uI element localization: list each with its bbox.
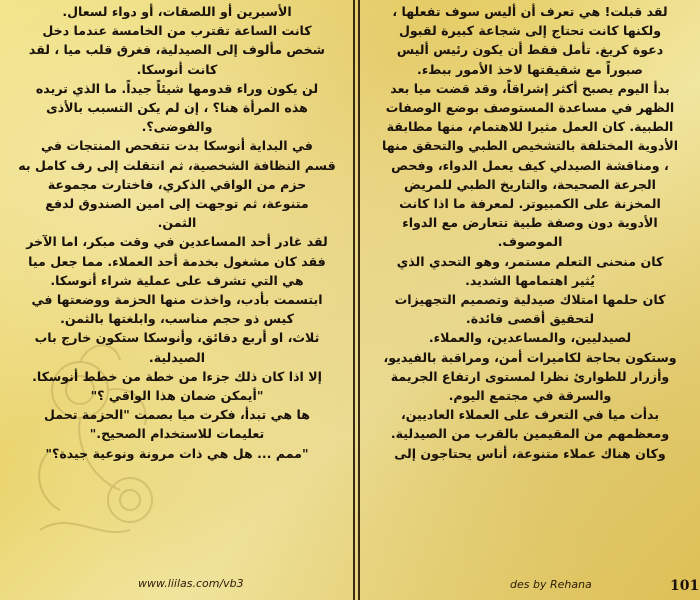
text-line: بدأ اليوم يصبح أكثر إشراقاً، وقد قضت ميا بعد [390,80,670,96]
text-line: شخص مألوف إلى الصيدلية، فغرق قلب ميا ، لقد [28,42,326,58]
text-line: "ممم ... هل هي ذات مرونة ونوعية جيدة؟" [45,445,309,461]
text-line: يُثير اهتمامها الشديد. [465,272,595,288]
text-line: الأسبرين أو اللصقات، أو دواء لسعال. [62,4,292,19]
text-line: ثلاث، او أربع دقائق، وأنوسكا ستكون خارج باب [34,330,320,346]
text-line: لقد قبلت! هي تعرف أن أليس سوف تفعلها ، [392,4,668,19]
text-line: فقد كان مشغول بخدمة أحد العملاء. مما جعل ميا [28,253,326,269]
text-line: الطبية. كان العمل مثيرا للاهتمام، منها مطابقة [386,119,674,135]
text-line: حزم من الواقي الذكري، فاختارت مجموعة [47,176,307,192]
text-line: ، ومناقشة الصيدلي كيف يعمل الدواء، وفحص [391,157,669,173]
text-line: الأدوية دون وصفة طبية تتعارض مع الدواء [402,215,658,231]
text-line: في البداية أنوسكا بدت تتفحص المنتجات في [41,138,313,154]
text-line: كيس ذو حجم مناسب، وابلغتها بالثمن. [60,311,294,327]
text-line: صبوراً مع شقيقتها لاخذ الأمور ببطء. [417,61,643,77]
text-line: وكان هناك عملاء متنوعة، أناس يحتاجون إلى [394,445,666,461]
text-line: لصيدليين، والمساعدين، والعملاء. [428,330,632,346]
text-line: لتحقيق أقصى فائدة. [465,311,595,327]
text-line: لقد غادر أحد المساعدين في وقت مبكر، اما الآخر [26,234,328,250]
text-line: قسم النظافة الشخصية، ثم انتقلت إلى رف كامل به [18,157,336,173]
text-line: الظهر في مساعدة المستوصف بوضع الوصفات [385,100,675,116]
text-line: والفوضى؟. [141,119,213,135]
right-text-column [363,2,697,463]
text-line: ها هي تبدأ، فكرت ميا بصمت "الحزمة تحمل [44,407,310,423]
text-line: الموصوف. [497,234,563,250]
text-line: لن يكون وراء قدومها شيئاً جيداً. ما الذي تريده [35,80,319,96]
text-line: والسرقة في مجتمع اليوم. [448,388,612,404]
text-line: بدأت ميا في التعرف على العملاء العاديين، [400,407,660,423]
text-line: ولكنها كانت تحتاج إلى شجاعة كبيرة لقبول [398,23,662,39]
text-line: كان حلمها امتلاك صيدلية وتصميم التجهيزات [394,292,666,308]
text-line: "أيمكن ضمان هذا الواقي ؟" [90,388,264,404]
text-line: الأدوية المختلفة بالتشخيص الطبي والتحقق منها [381,138,679,154]
column-divider [353,0,360,600]
text-line: وستكون بحاجة لكاميرات أمن، ومراقبة بالفيديو، [383,349,677,365]
text-line: إلا اذا كان ذلك جزءا من خطة من خطط أنوسكا. [32,368,322,384]
text-line: المخزنة على الكمبيوتر. لمعرفة ما اذا كانت [399,196,661,212]
page-number: 101 [670,578,700,594]
designer-credit: des by Rehana [510,578,592,591]
text-line: هذه المرأة هنا؟ ، إن لم يكن التسبب بالأذى [46,100,308,116]
text-line: ابتسمت بأدب، واخذت منها الحزمة ووضعتها في [31,292,323,308]
text-line: كانت أنوسكا. [136,61,218,77]
left-text-column [2,2,352,463]
text-line: هي التي تشرف على عملية شراء أنوسكا. [50,272,304,288]
text-line: الصيدلية. [148,349,206,365]
text-line: متنوعة، ثم توجهت إلى امين الصندوق لدفع [45,196,309,212]
text-line: دعوة كريغ. تأمل فقط أن يكون رئيس أليس [396,42,664,58]
text-line: تعليمات للاستخدام الصحيح." [89,426,265,442]
website-watermark: www.liilas.com/vb3 [138,577,244,590]
text-line: الجرعة الصحيحة، والتاريخ الطبي للمريض [404,176,656,192]
text-line: وأزرار للطوارئ نظرا لمستوى ارتفاع الجريمة [390,368,670,384]
text-line: ومعظمهم من المقيمين بالقرب من الصيدلية. [390,426,670,442]
text-line: كان منحنى التعلم مستمر، وهو التحدي الذي [396,253,664,269]
text-line: كانت الساعة تقترب من الخامسة عندما دخل [42,23,312,39]
text-line: الثمن. [157,215,197,231]
